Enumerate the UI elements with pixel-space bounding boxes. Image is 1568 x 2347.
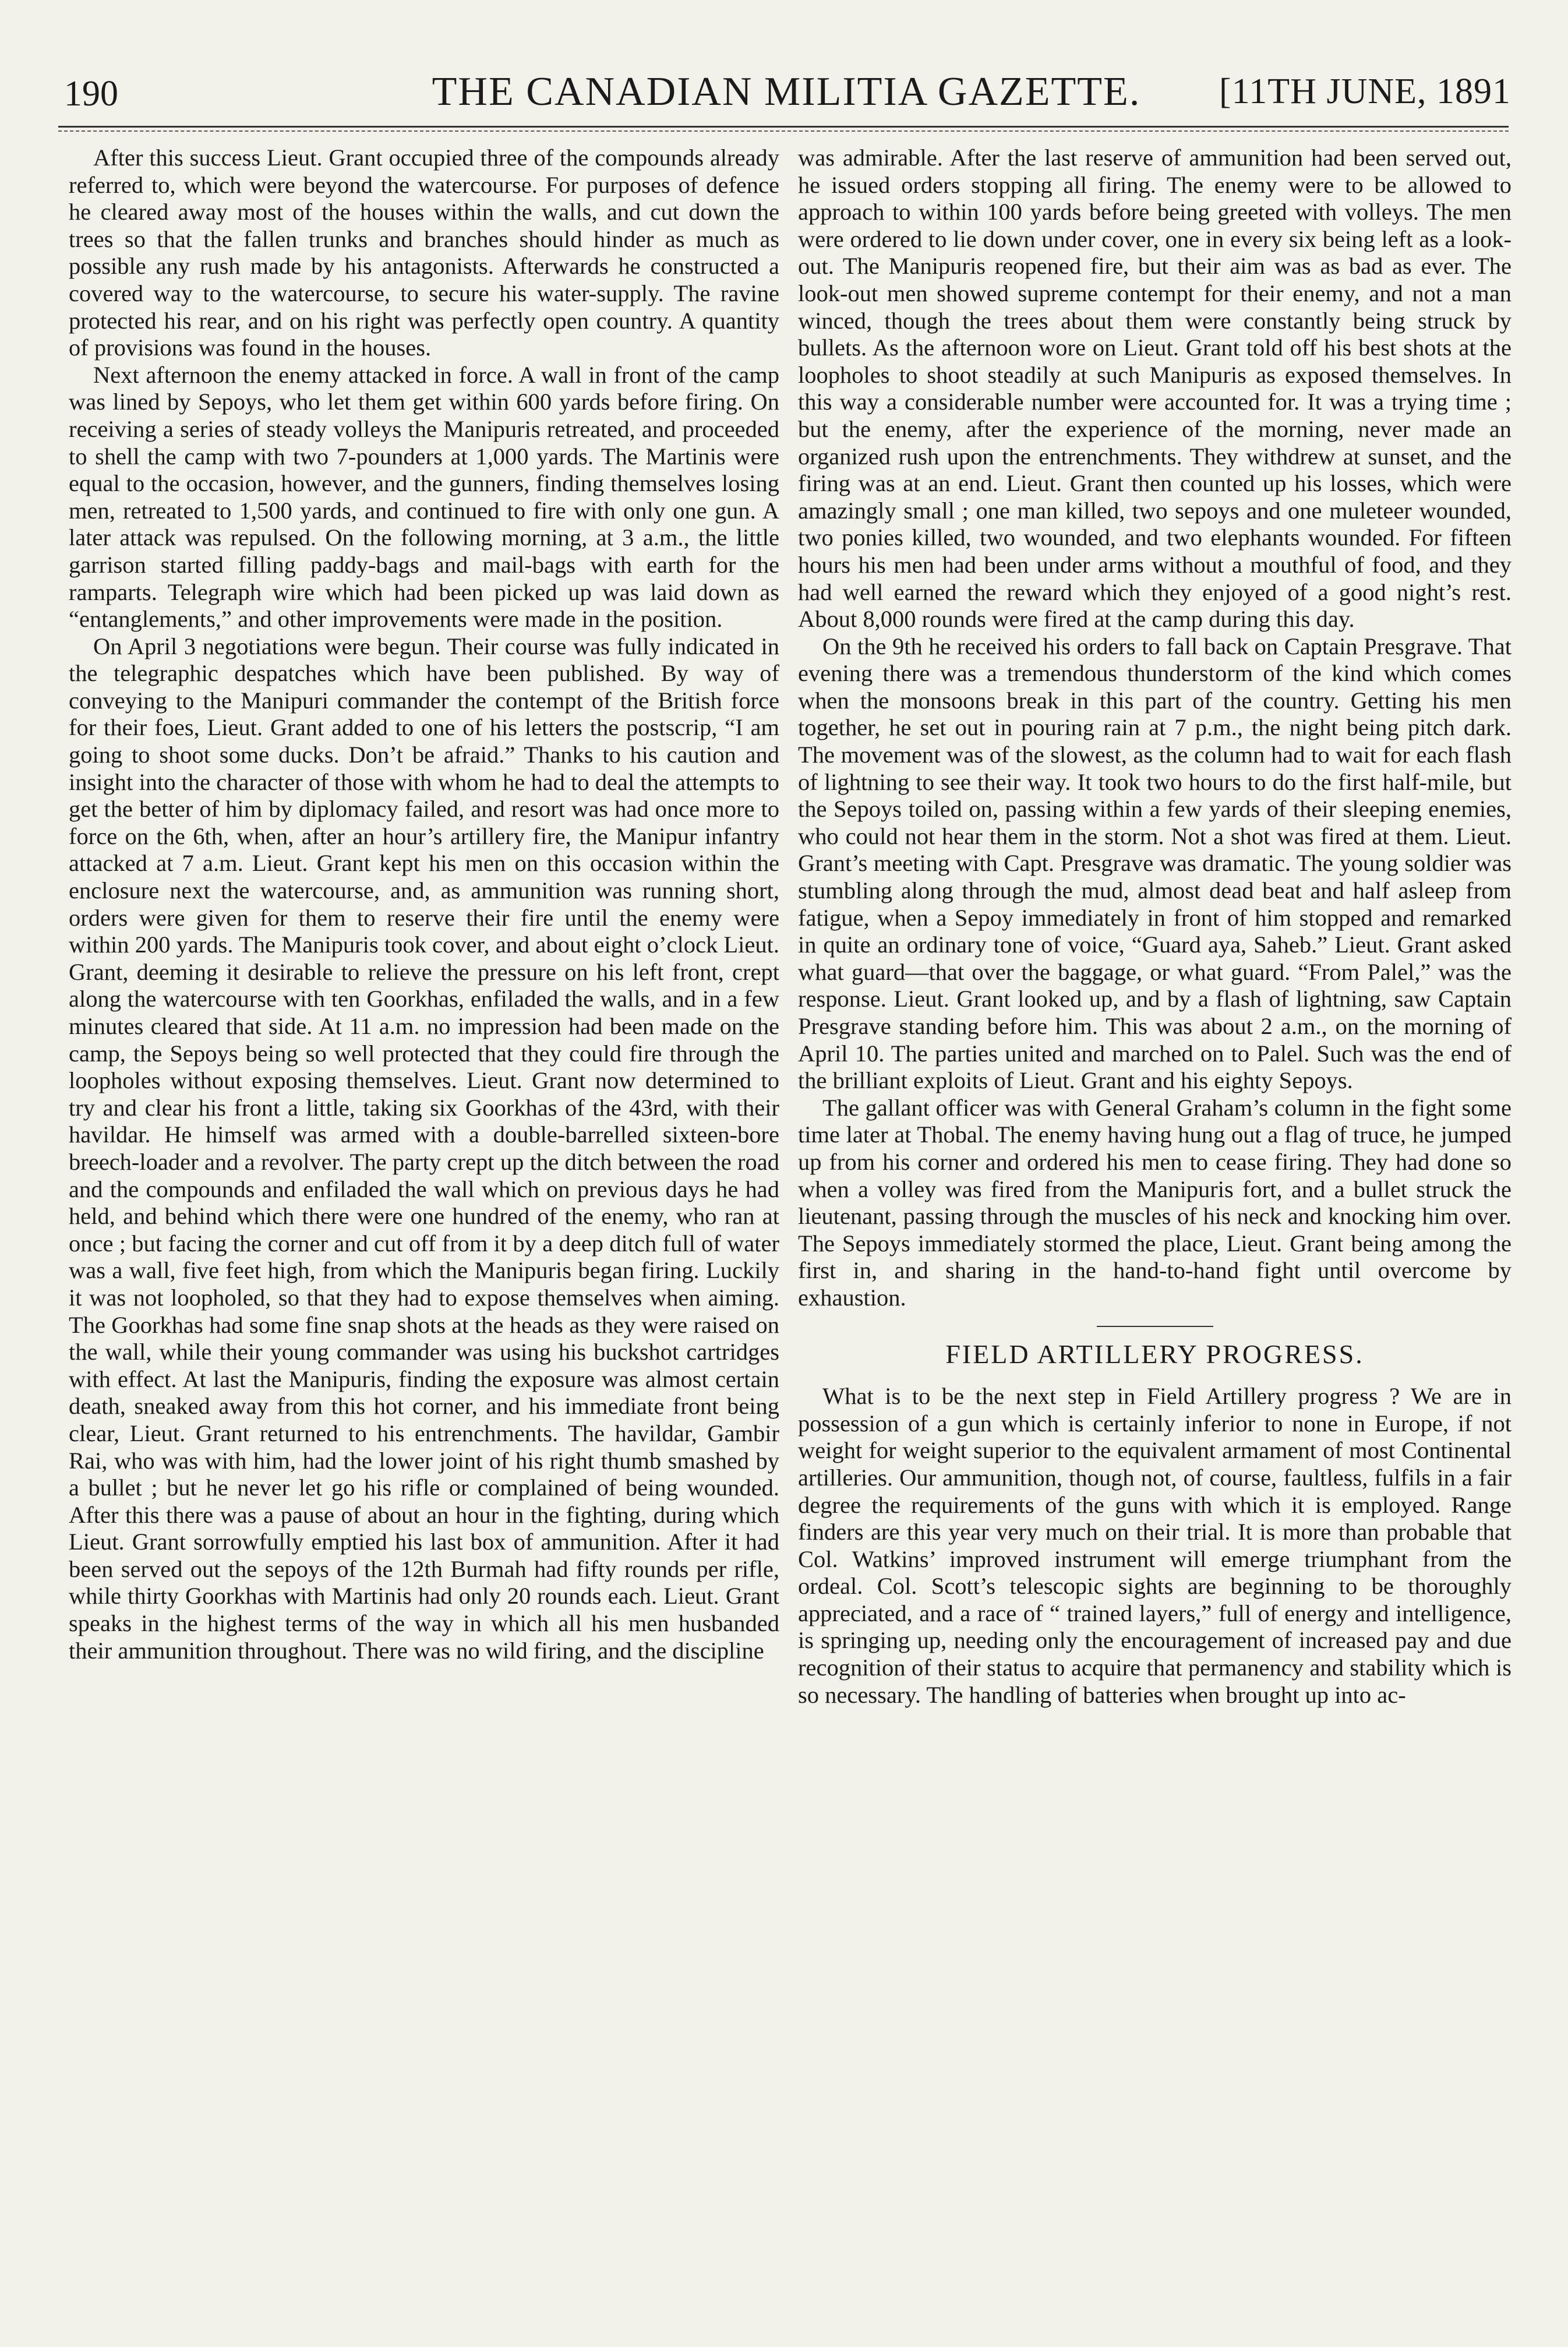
article-paragraph: After this success Lieut. Grant occupied three of the compounds already referred to, which were beyond the watercourse. For purposes of defence he cleared away most of the houses within the walls, and cut down the trees so that the fallen trunks and branches should hinder as much as possible any rush made by his antagonists. Afterwards he constructed a covered way to the watercourse, to secure his water-supply. The ravine protected his rear, and on his right was perfectly open country. A quantity of provisions was found in the houses. <box>69 144 779 361</box>
right-column <box>798 144 1512 2323</box>
article-paragraph: On the 9th he received his orders to fall back on Captain Presgrave. That evening there was a tremendous thunderstorm of the kind which comes when the monsoons break in this part of the country. Getting his men together, he set out in pouring rain at 7 p.m., the night being pitch dark. The movement was of the slowest, as the column had to wait for each flash of lightning to see their way. It took two hours to do the first half-mile, but the Sepoys toiled on, passing within a few yards of their sleeping enemies, who could not hear them in the storm. Not a shot was fired at them. Lieut. Grant’s meeting with Capt. Presgrave was dramatic. The young soldier was stumbling along through the mud, almost dead beat and half asleep from fatigue, when a Sepoy immediately in front of him stopped and remarked in quite an ordinary tone of voice, “Guard aya, Saheb.” Lieut. Grant asked what guard—that over the baggage, or what guard. “From Palel,” was the response. Lieut. Grant looked up, and by a flash of lightning, saw Captain Presgrave standing before him. This was about 2 a.m., on the morning of April 10. The parties united and marched on to Palel. Such was the end of the brilliant exploits of Lieut. Grant and his eighty Sepoys. <box>798 633 1512 1094</box>
article-paragraph: The gallant officer was with General Graham’s column in the fight some time later at Thobal. The enemy having hung out a flag of truce, he jumped up from his corner and ordered his men to cease firing. They had done so when a volley was fired from the Manipuris fort, and a bullet struck the lieutenant, passing through the muscles of his neck and knocking him over. The Sepoys immediately stormed the place, Lieut. Grant being among the first in, and sharing in the hand-to-hand fight until overcome by exhaustion. <box>798 1094 1512 1311</box>
journal-title: THE CANADIAN MILITIA GAZETTE. <box>432 69 1141 114</box>
article-paragraph: Next afternoon the enemy attacked in force. A wall in front of the camp was lined by Sepoys, who let them get within 600 yards before firing. On receiving a series of steady volleys the Manipuris retreated, and proceeded to shell the camp with two 7-pounders at 1,000 yards. The Martinis were equal to the occasion, however, and the gunners, finding themselves losing men, retreated to 1,500 yards, and continued to fire with only one gun. A later attack was repulsed. On the following morning, at 3 a.m., the little garrison started filling paddy-bags and mail-bags with earth for the ramparts. Telegraph wire which had been picked up was laid down as “entanglements,” and other improvements were made in the position. <box>69 361 779 633</box>
section-divider <box>1097 1326 1213 1327</box>
article-paragraph-continued: was admirable. After the last reserve of ammunition had been served out, he issued orders stopping all firing. The enemy were to be allowed to approach to within 100 yards before being greeted with volleys. The men were ordered to lie down under cover, one in every six being left as a look-out. The Manipuris reopened fire, but their aim was as bad as ever. The look-out men showed supreme contempt for their enemy, and not a man winced, though the trees about them were constantly being struck by bullets. As the afternoon wore on Lieut. Grant told off his best shots at the loopholes to shoot steadily at such Manipuris as exposed themselves. In this way a considerable number were accounted for. It was a trying time ; but the enemy, after the experience of the morning, never made an organized rush upon the entrenchments. They withdrew at sunset, and the firing was at an end. Lieut. Grant then counted up his losses, which were amazingly small ; one man killed, two sepoys and one muleteer wounded, two ponies killed, two wounded, and two elephants wounded. For fifteen hours his men had been under arms without a mouthful of food, and they had well earned the reward which they enjoyed of a good night’s rest. About 8,000 rounds were fired at the camp during this day. <box>798 144 1512 633</box>
left-column <box>69 144 779 2323</box>
running-head <box>58 69 1514 121</box>
article-paragraph: What is to be the next step in Field Artillery progress ? We are in possession of a gun which is certainly inferior to none in Europe, if not weight for weight superior to the equivalent armament of most Continental artilleries. Our ammunition, though not, of course, faultless, fulfils in a fair degree the requirements of the guns with which it is employed. Range finders are this year very much on their trial. It is more than probable that Col. Watkins’ improved instrument will emerge triumphant from the ordeal. Col. Scott’s telescopic sights are beginning to be thoroughly appreciated, and a race of “ trained layers,” full of energy and intelligence, is springing up, needing only the encouragement of increased pay and due recognition of their status to acquire that permanency and stability which is so necessary. The handling of batteries when brought up into ac- <box>798 1383 1512 1708</box>
article-paragraph: On April 3 negotiations were begun. Their course was fully indicated in the telegraphic despatches which have been published. By way of conveying to the Manipuri commander the contempt of the British force for their foes, Lieut. Grant added to one of his letters the postscrip, “I am going to shoot some ducks. Don’t be afraid.” Thanks to his caution and insight into the character of those with whom he had to deal the attempts to get the better of him by diplomacy failed, and resort was had once more to force on the 6th, when, after an hour’s artillery fire, the Manipur infantry attacked at 7 a.m. Lieut. Grant kept his men on this occasion within the enclosure next the watercourse, and, as ammunition was running short, orders were given for them to reserve their fire until the enemy were within 200 yards. The Manipuris took cover, and about eight o’clock Lieut. Grant, deeming it desirable to relieve the pressure on his left front, crept along the watercourse with ten Goorkhas, enfiladed the walls, and in a few minutes cleared that side. At 11 a.m. no impression had been made on the camp, the Sepoys being so well protected that they could fire through the loopholes without exposing themselves. Lieut. Grant now determined to try and clear his front a little, taking six Goorkhas of the 43rd, with their havildar. He himself was armed with a double-barrelled sixteen-bore breech-loader and a revolver. The party crept up the ditch between the road and the compounds and enfiladed the wall which on previous days he had held, and behind which there were one hundred of the enemy, who ran at once ; but facing the corner and cut off from it by a deep ditch full of water was a wall, five feet high, from which the Manipuris began firing. Luckily it was not loopholed, so that they had to expose themselves when aiming. The Goorkhas had some fine snap shots at the heads as they were raised on the wall, while their young commander was using his buckshot cartridges with effect. At last the Manipuris, finding the exposure was almost certain death, sneaked away from this hot corner, and his immediate front being clear, Lieut. Grant returned to his entrenchments. The havildar, Gambir Rai, who was with him, had the lower joint of his right thumb smashed by a bullet ; but he never let go his rifle or complained of being wounded. After this there was a pause of about an hour in the fighting, during which Lieut. Grant sorrowfully emptied his last box of ammunition. After it had been served out the sepoys of the 12th Burmah had fifty rounds per rifle, while thirty Goorkhas with Martinis had only 20 rounds each. Lieut. Grant speaks in the highest terms of the way in which all his men husbanded their ammunition throughout. There was no wild firing, and the discipline <box>69 633 779 1664</box>
section-heading: FIELD ARTILLERY PROGRESS. <box>945 1339 1364 1369</box>
page-number: 190 <box>64 74 118 114</box>
header-rule <box>58 126 1509 128</box>
issue-date: [11TH JUNE, 1891 <box>1219 72 1511 111</box>
header-dashed-rule <box>58 130 1509 132</box>
